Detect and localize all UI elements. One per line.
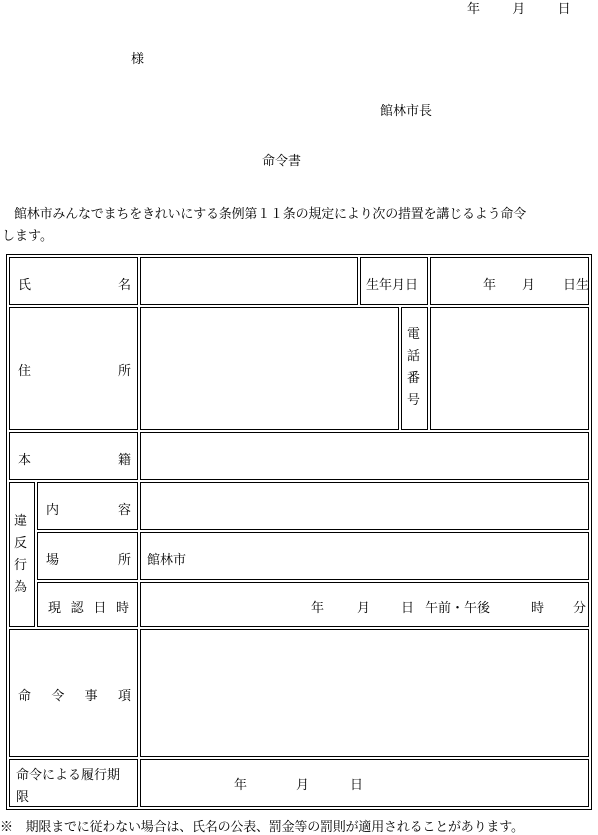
confirm-minute-unit: 分 (573, 601, 587, 616)
date-day-label: 日 (557, 2, 571, 17)
phone-label: 電 話 番 号 (407, 327, 421, 408)
document-title: 命令書 (262, 154, 302, 169)
birth-label-cell (360, 257, 428, 305)
confirm-label: 現 認 日 時 (48, 601, 129, 616)
place-label-cell (37, 532, 138, 580)
deadline-label-cell (9, 759, 138, 807)
date-month-label: 月 (512, 2, 526, 17)
deadline-month-unit: 月 (296, 778, 310, 793)
birth-month-unit: 月 (522, 278, 536, 293)
name-label-cell (9, 257, 138, 305)
deadline-label-line-2: 限 (16, 790, 30, 805)
content-label: 内 容 (46, 503, 131, 518)
confirm-hour-unit: 時 (531, 601, 545, 616)
domicile-field[interactable] (140, 432, 589, 480)
content-field[interactable] (140, 482, 589, 530)
confirm-label-cell (37, 582, 138, 627)
deadline-year-unit: 年 (234, 778, 248, 793)
confirm-day-unit: 日 (401, 601, 415, 616)
birth-day-unit: 日生 (563, 278, 590, 293)
confirm-year-unit: 年 (311, 601, 325, 616)
intro-line-1: 館林市みんなでまちをきれいにする条例第１１条の規定により次の措置を講じるよう命令 (14, 207, 527, 222)
address-label-cell (9, 307, 138, 430)
address-label: 住 所 (18, 364, 131, 379)
phone-label-cell (401, 307, 428, 430)
intro-line-2: します。 (2, 229, 53, 244)
deadline-day-unit: 日 (350, 778, 364, 793)
footer-note: ※ 期限までに従わない場合は、氏名の公表、罰金等の罰則が適用されることがあります。 (0, 820, 524, 835)
confirm-datetime-field[interactable] (140, 582, 589, 627)
birth-year-unit: 年 (483, 278, 497, 293)
domicile-label: 本 籍 (18, 453, 131, 468)
address-field[interactable] (140, 307, 399, 430)
order-items-field[interactable] (140, 629, 589, 757)
issue-date (467, 0, 571, 17)
order-label: 命 令 事 項 (18, 689, 131, 704)
name-label: 氏 名 (18, 278, 131, 293)
confirm-month-unit: 月 (357, 601, 371, 616)
order-form-table (6, 254, 592, 810)
deadline-label-line-1: 命令による履行期 (16, 768, 121, 783)
birth-label: 生年月日 (366, 278, 419, 293)
place-label: 場 所 (46, 553, 131, 568)
deadline-field[interactable] (140, 759, 589, 807)
phone-field[interactable] (430, 307, 589, 430)
name-field[interactable] (140, 257, 358, 305)
violation-group-label: 違 反 行 為 (14, 514, 28, 595)
issuer: 館林市長 (380, 104, 433, 119)
date-year-label: 年 (467, 2, 481, 17)
content-label-cell (37, 482, 138, 530)
place-field[interactable] (140, 532, 589, 580)
addressee-suffix: 様 (131, 52, 145, 67)
confirm-ampm: 午前・午後 (425, 601, 491, 616)
place-value: 館林市 (147, 553, 187, 568)
domicile-label-cell (9, 432, 138, 480)
order-label-cell (9, 629, 138, 757)
birth-date-field[interactable] (430, 257, 589, 305)
violation-group-label-cell (9, 482, 35, 627)
